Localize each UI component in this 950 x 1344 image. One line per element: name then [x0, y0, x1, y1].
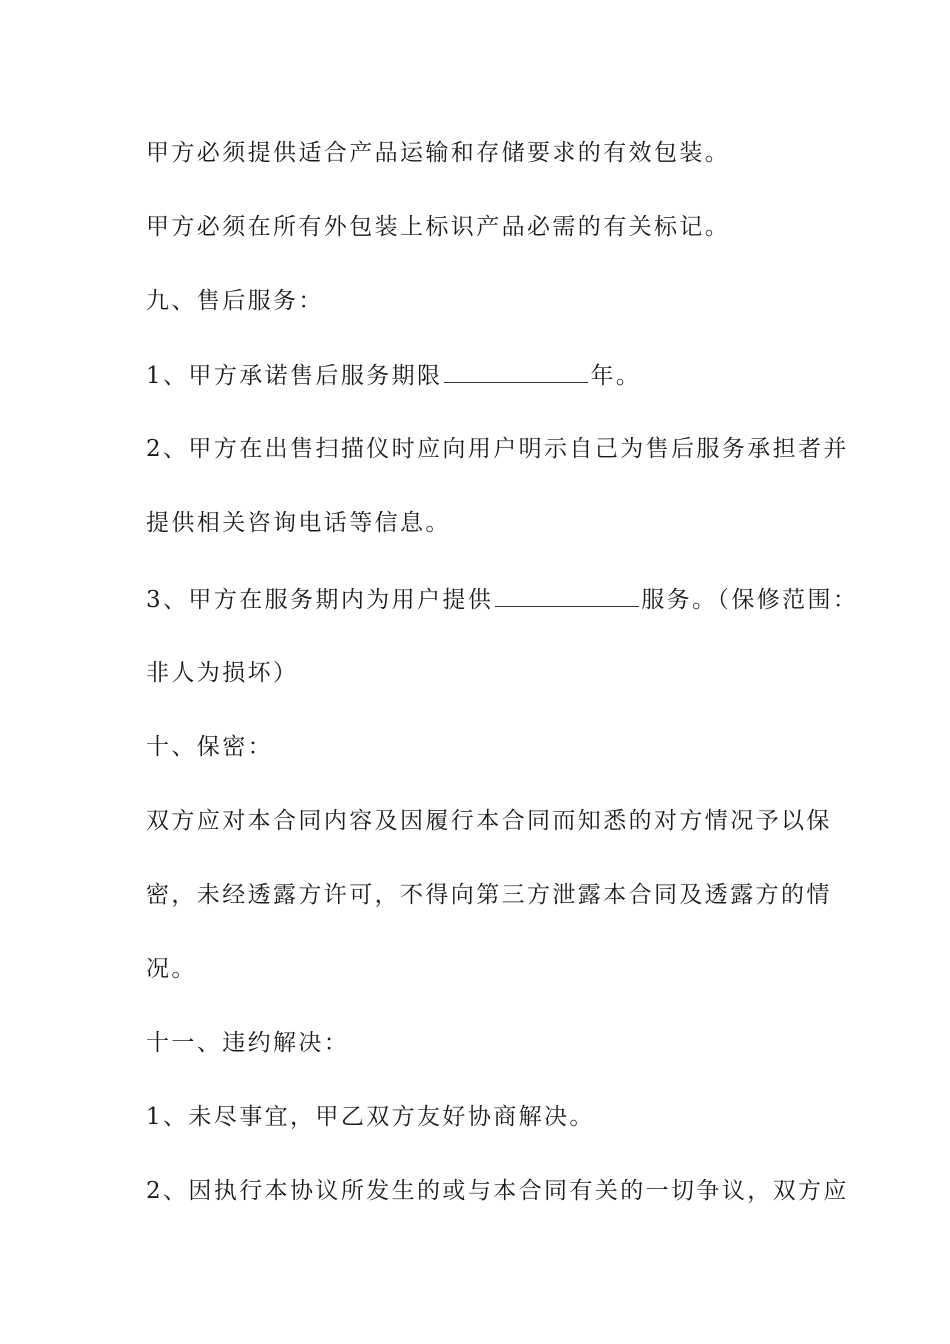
- section-heading-dispute: 十一、违约解决：: [146, 1030, 350, 1056]
- clause-service-provider-line1: 2、甲方在出售扫描仪时应向用户明示自己为售后服务承担者并: [146, 436, 849, 462]
- clause-warranty-scope: 非人为损坏）: [146, 660, 299, 686]
- clause-service-period: [146, 360, 641, 391]
- service-content-blank: [495, 584, 639, 607]
- section-heading-confidentiality: 十、保密：: [146, 734, 273, 760]
- clause-service-provider-line2: 提供相关咨询电话等信息。: [146, 510, 451, 536]
- clause-service-period-text: 1、甲方承诺售后服务期限: [146, 363, 443, 389]
- paragraph-confidentiality-line1: 双方应对本合同内容及因履行本合同而知悉的对方情况予以保: [146, 808, 832, 834]
- paragraph-confidentiality-line2: 密，未经透露方许可，不得向第三方泄露本合同及透露方的情: [146, 882, 832, 908]
- clause-dispute-negotiation: 1、未尽事宜，甲乙双方友好协商解决。: [146, 1104, 595, 1130]
- service-period-blank: [444, 360, 588, 383]
- paragraph-marking: 甲方必须在所有外包装上标识产品必需的有关标记。: [146, 214, 731, 240]
- clause-service-content: [146, 584, 858, 615]
- clause-service-period-suffix: 年。: [590, 363, 642, 389]
- section-heading-after-sales: 九、售后服务：: [146, 288, 324, 314]
- clause-dispute-arbitration: 2、因执行本协议所发生的或与本合同有关的一切争议，双方应: [146, 1178, 849, 1204]
- paragraph-packaging: 甲方必须提供适合产品运输和存储要求的有效包装。: [146, 140, 731, 166]
- paragraph-confidentiality-line3: 况。: [146, 956, 197, 982]
- clause-service-content-text: 3、甲方在服务期内为用户提供: [146, 587, 494, 613]
- clause-service-content-suffix: 服务。（保修范围：: [641, 587, 859, 613]
